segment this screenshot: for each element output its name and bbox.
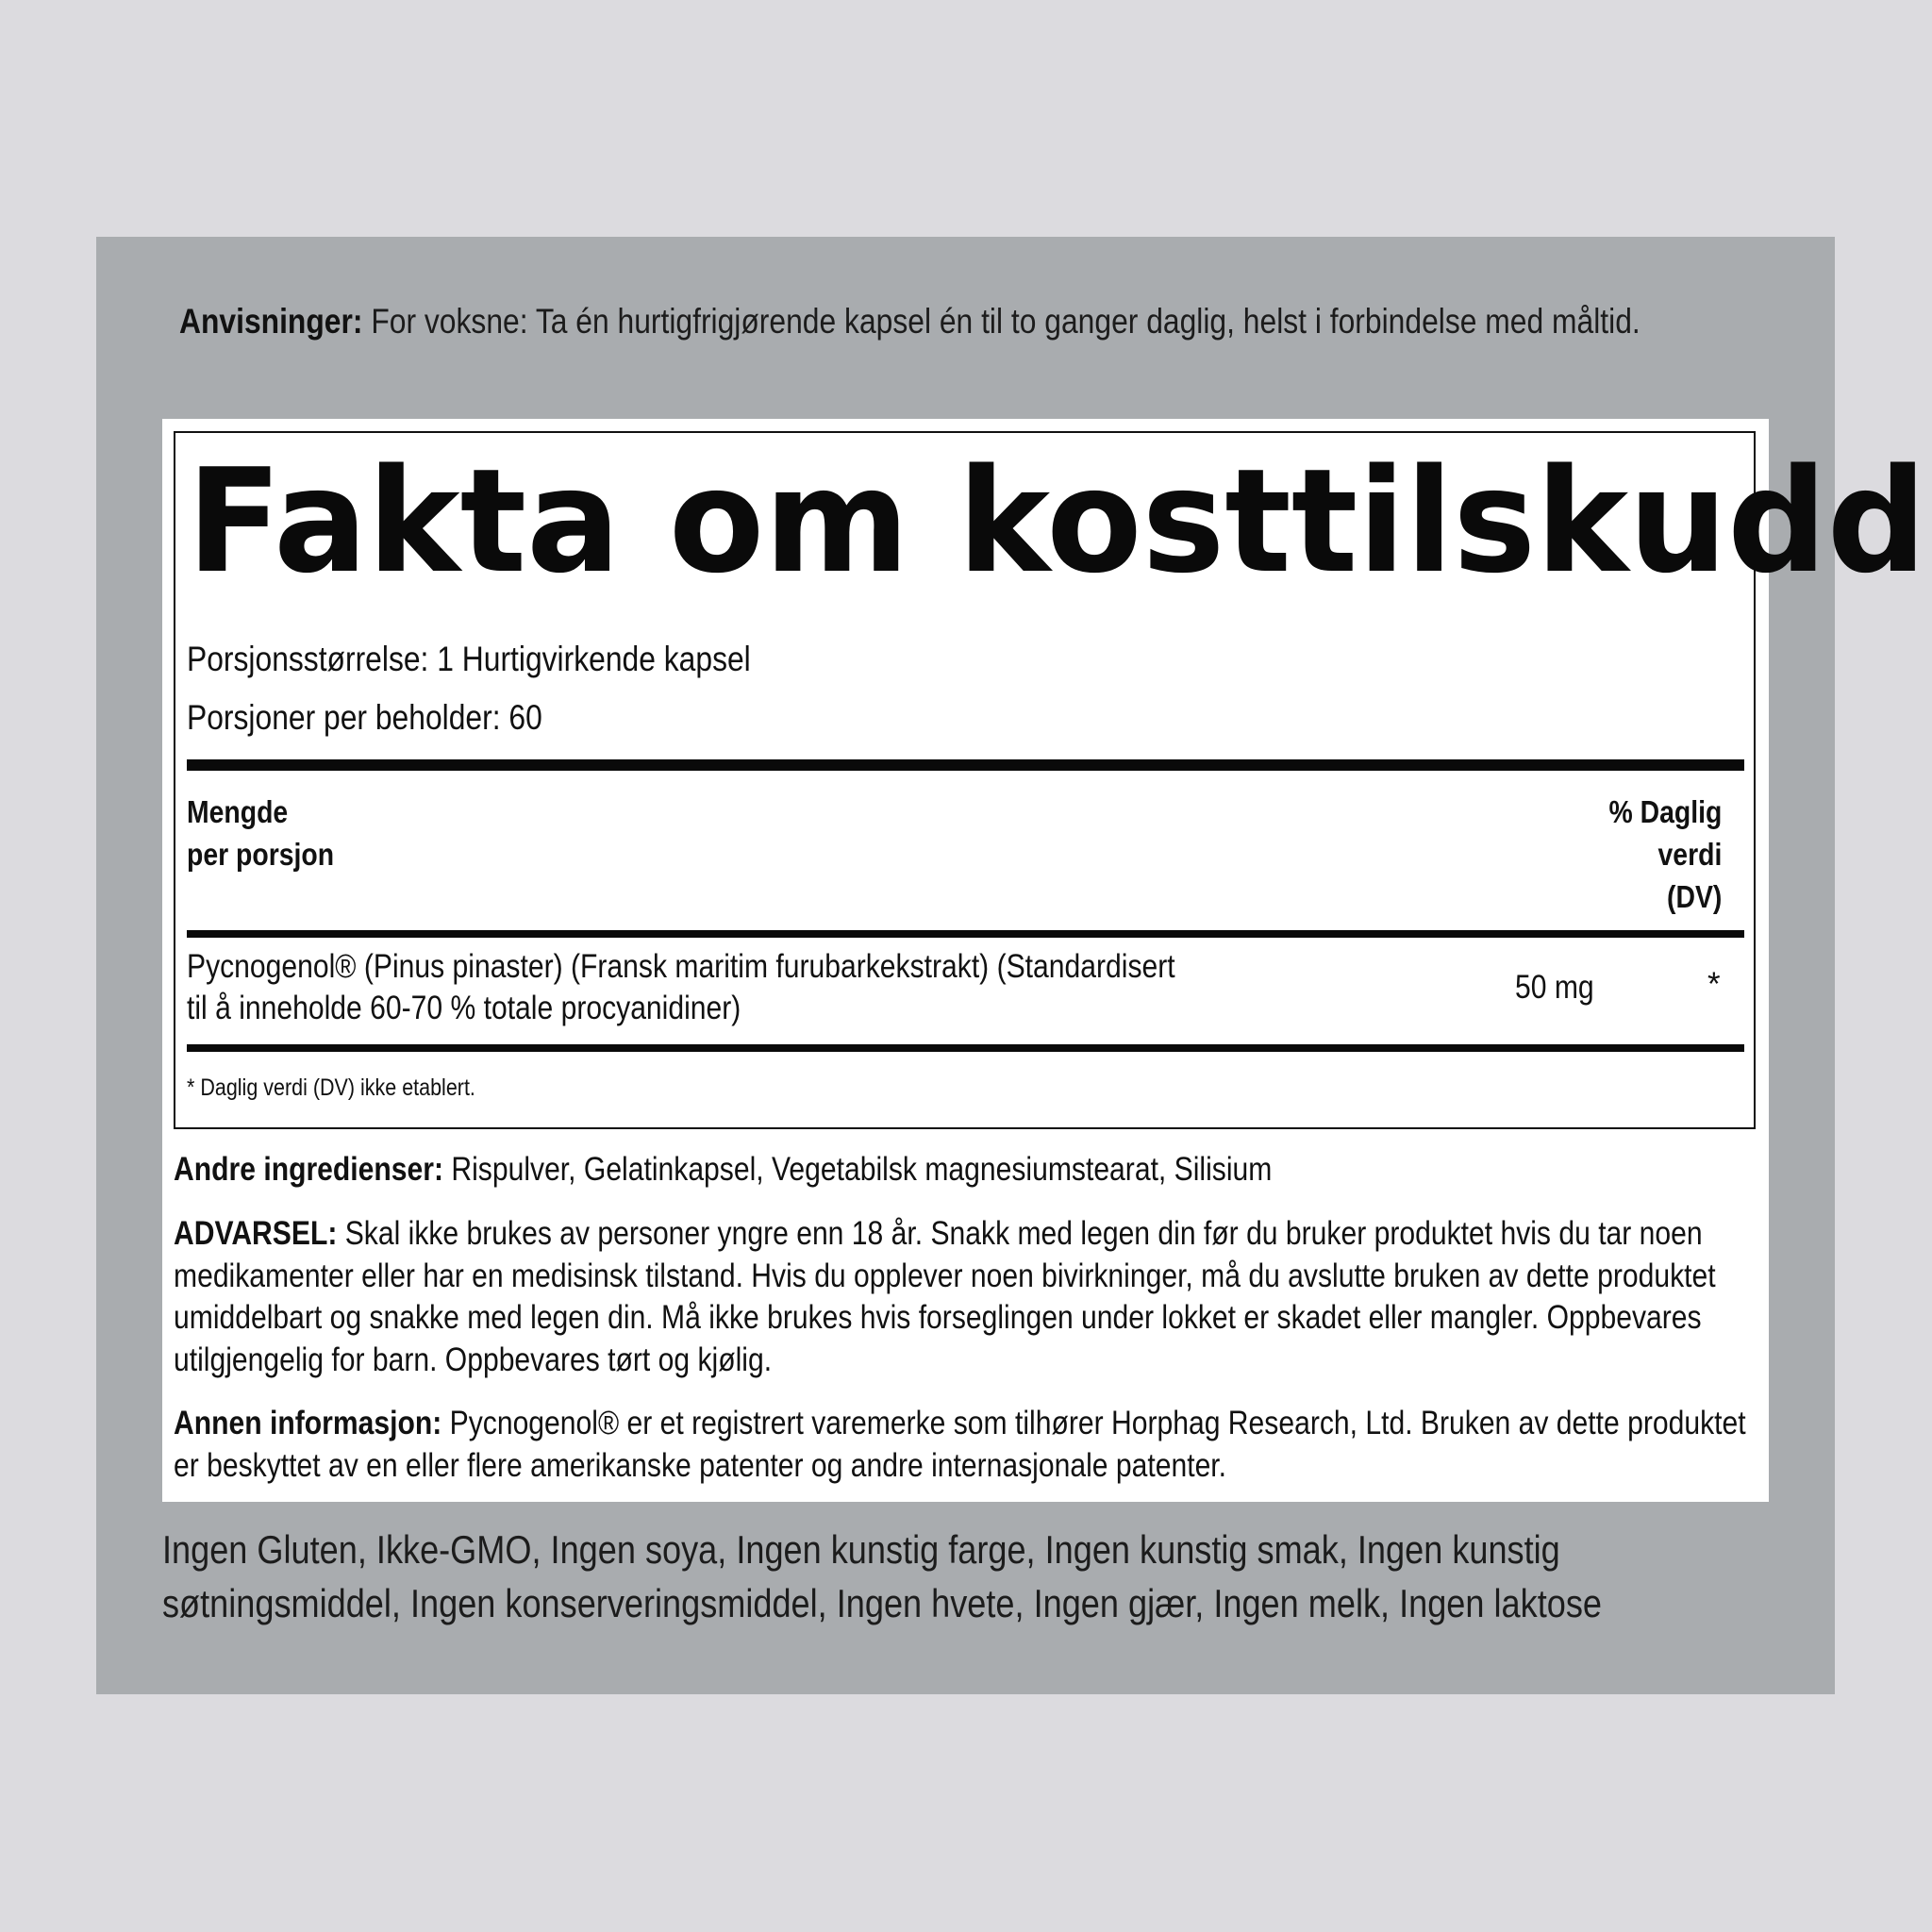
facts-title: Fakta om kosttilskudd [187, 438, 1927, 605]
other-ingredients-label: Andre ingredienser: [174, 1151, 444, 1188]
free-from-list: Ingen Gluten, Ikke-GMO, Ingen soya, Ingen kunstig farge, Ingen kunstig smak, Ingen kunstig søtningsmiddel, Ingen konserveringsmiddel, Ingen hvete, Ingen gjær, Ingen melk, Ingen laktose [162, 1527, 1602, 1625]
divider-bottom [187, 1044, 1744, 1052]
directions-text [179, 298, 1745, 345]
ingredient-amount: 50 mg [1515, 969, 1594, 1006]
other-ingredients [174, 1149, 1759, 1191]
ingredient-dv: * [1707, 966, 1721, 1003]
amount-header-line2: per porsjon [187, 837, 335, 872]
servings-per-container: Porsjoner per beholder: 60 [187, 698, 542, 737]
dv-footnote: * Daglig verdi (DV) ikke etablert. [187, 1074, 475, 1101]
ingredient-name-line1: Pycnogenol® (Pinus pinaster) (Fransk maritim furubarkekstrakt) (Standardisert [187, 948, 1175, 985]
warning-label: ADVARSEL: [174, 1215, 338, 1252]
warning-text: Skal ikke brukes av personer yngre enn 18 år. Snakk med legen din før du bruker produktet hvis du tar noen medikamenter eller har en medisinsk tilstand. Hvis du opplever noen bivirkninger, må du avslutte bruken av dette produktet umiddelbart og snakke med legen din. Må ikke brukes hvis forseglingen under lokket er skadet eller mangler. Oppbevares utilgjengelig for barn. Oppbevares tørt og kjølig. [174, 1215, 1716, 1378]
daily-value-header [1608, 791, 1722, 918]
divider-header [187, 930, 1744, 938]
ingredient-name-line2: til å inneholde 60-70 % totale procyanidiner) [187, 990, 741, 1026]
dv-header-line3: (DV) [1666, 879, 1722, 914]
directions-body: For voksne: Ta én hurtigfrigjørende kapsel én til to ganger daglig, helst i forbindelse med måltid. [362, 302, 1641, 341]
other-info [174, 1403, 1759, 1487]
ingredient-row [187, 946, 1355, 1029]
warning [174, 1213, 1759, 1381]
other-ingredients-text: Rispulver, Gelatinkapsel, Vegetabilsk magnesiumstearat, Silisium [443, 1151, 1273, 1188]
directions-label: Anvisninger: [179, 302, 363, 341]
amount-header [187, 791, 334, 875]
amount-header-line1: Mengde [187, 794, 289, 829]
thick-divider-top [187, 759, 1744, 771]
other-info-label: Annen informasjon: [174, 1405, 442, 1441]
dv-header-line1: % Daglig [1608, 794, 1722, 829]
dv-header-line2: verdi [1657, 837, 1722, 872]
other-info-text: Pycnogenol® er et registrert varemerke som tilhører Horphag Research, Ltd. Bruken av dette produktet er beskyttet av en eller flere amerikanske patenter og andre internasjonale patenter. [174, 1405, 1746, 1484]
serving-size: Porsjonsstørrelse: 1 Hurtigvirkende kapsel [187, 640, 751, 678]
